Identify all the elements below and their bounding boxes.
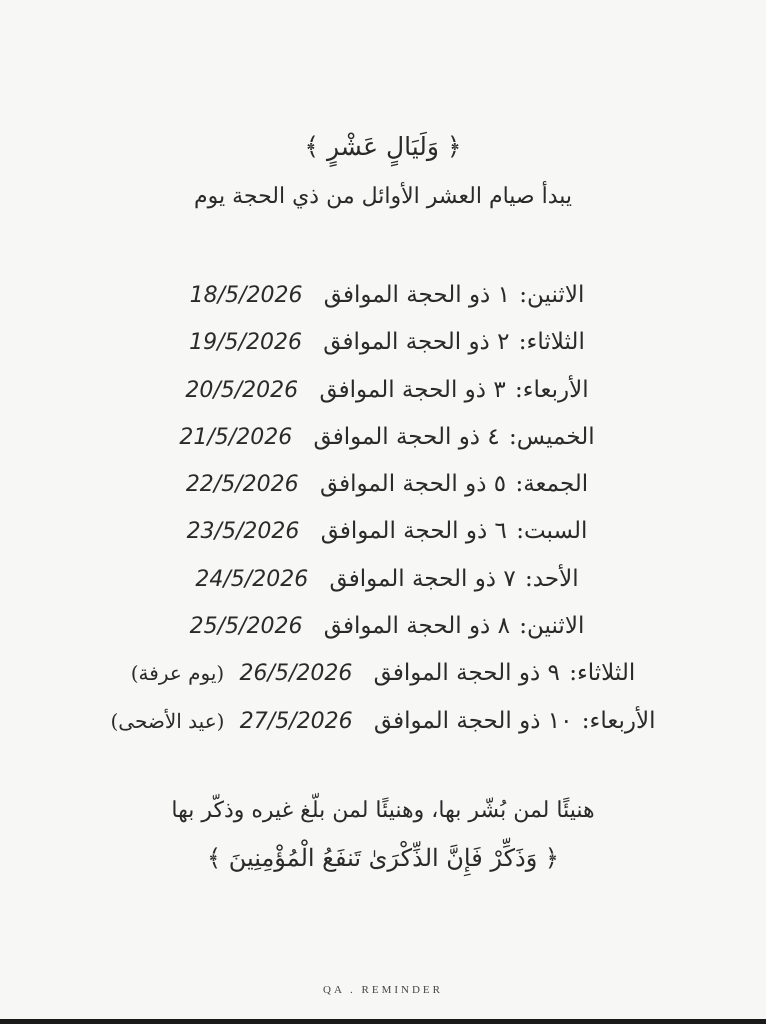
day-name: الأربعاء: — [514, 376, 589, 403]
day-name: الجمعة: — [515, 471, 589, 498]
gregorian-date: 27/5/2026 — [239, 708, 353, 734]
schedule-row — [0, 322, 766, 369]
gregorian-date: 21/5/2026 — [179, 424, 293, 450]
schedule-row — [0, 653, 766, 700]
closing-message: هنيئًا لمن بُشّر بها، وهنيئًا لمن بلّغ غيره وذكّر بها — [171, 798, 595, 823]
hijri-date: ٩ ذو الحجة الموافق — [373, 660, 560, 687]
day-name: الأربعاء: — [581, 707, 656, 734]
gregorian-date: 22/5/2026 — [185, 472, 299, 498]
schedule-row — [0, 701, 766, 748]
closing-verse: ﴿ وَذَكِّرْ فَإِنَّ الذِّكْرَىٰ تَنفَعُ الْمُؤْمِنِينَ ﴾ — [207, 844, 559, 872]
fasting-schedule — [0, 275, 766, 748]
schedule-row — [0, 559, 766, 606]
hijri-date: ٤ ذو الحجة الموافق — [313, 423, 500, 450]
gregorian-date: 26/5/2026 — [239, 661, 353, 687]
day-name: السبت: — [516, 518, 588, 545]
hijri-date: ١ ذو الحجة الموافق — [323, 282, 510, 308]
title-verse: ﴿ وَلَيَالٍ عَشْرٍ ﴾ — [304, 132, 462, 161]
schedule-row — [0, 275, 766, 322]
gregorian-date: 25/5/2026 — [189, 614, 303, 640]
hijri-date: ٨ ذو الحجة الموافق — [323, 613, 510, 640]
footer-signature: QA . REMINDER — [323, 984, 443, 996]
day-name: الثلاثاء: — [518, 329, 585, 356]
gregorian-date: 23/5/2026 — [186, 519, 300, 545]
hijri-date: ٧ ذو الحجة الموافق — [329, 565, 516, 592]
schedule-row — [0, 417, 766, 464]
day-note: (يوم عرفة) — [130, 661, 225, 686]
hijri-date: ٥ ذو الحجة الموافق — [319, 471, 507, 498]
bottom-bar — [0, 1019, 766, 1024]
day-name: الخميس: — [509, 423, 595, 450]
schedule-row — [0, 464, 766, 511]
day-name: الاثنين: — [519, 282, 585, 308]
schedule-row — [0, 511, 766, 558]
gregorian-date: 19/5/2026 — [189, 330, 302, 356]
hijri-date: ٣ ذو الحجة الموافق — [319, 376, 506, 403]
day-note: (عيد الأضحى) — [110, 708, 225, 733]
gregorian-date: 20/5/2026 — [185, 377, 299, 403]
day-name: الاثنين: — [519, 613, 585, 640]
subtitle: يبدأ صيام العشر الأوائل من ذي الحجة يوم — [193, 184, 573, 209]
gregorian-date: 24/5/2026 — [195, 566, 309, 592]
schedule-row — [0, 606, 766, 653]
hijri-date: ٢ ذو الحجة الموافق — [323, 329, 510, 356]
schedule-row — [0, 370, 766, 417]
gregorian-date: 18/5/2026 — [189, 283, 303, 308]
hijri-date: ١٠ ذو الحجة الموافق — [373, 707, 573, 734]
hijri-date: ٦ ذو الحجة الموافق — [320, 518, 507, 545]
day-name: الأحد: — [525, 565, 579, 592]
day-name: الثلاثاء: — [569, 660, 636, 687]
